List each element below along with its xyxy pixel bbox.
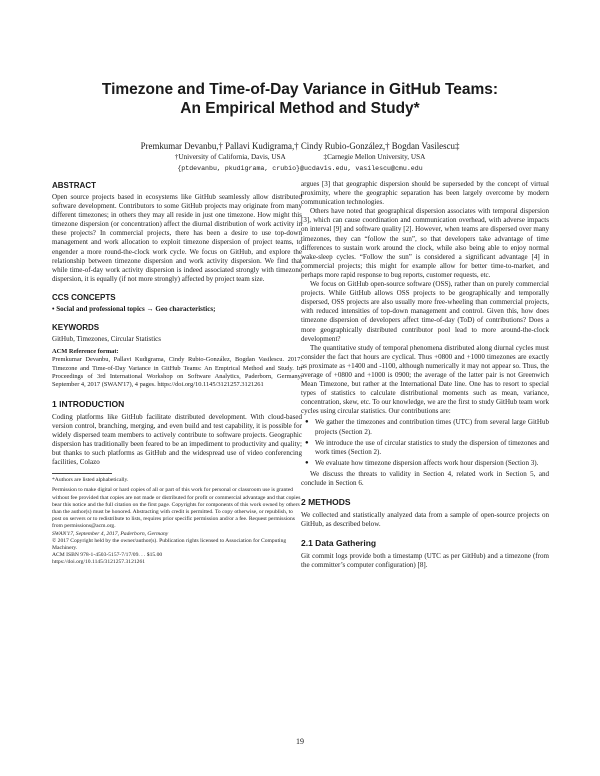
acm-reference-heading: ACM Reference format:	[52, 348, 119, 356]
abstract-text: Open source projects based in ecosystems like GitHub seamlessly allow distributed software development. Contributors to some GitHub projects may originate from many different timezones; in others they may all reside in just one timezone. How might this timezone dispersion (or concentration) affect the diurnal distribution of work activity in these projects? In commercial projects, there has been a desire to use top-down management and work allocation to exploit timezone dispersion of project teams, to engender a more round-the-clock work cycle. We focus on GitHub, and explore the relationship between timezone dispersion and work activity dispersion. We find that while time-of-day work activity dispersion is indeed associated strongly with timezone dispersion, it is equally (if not more strongly) affected by project team size.	[52, 193, 302, 283]
paragraph-1: argues [3] that geographic dispersion should be superseded by the concept of virtual proximity, where the geographic separation has been largely overcome by modern communication technologies.	[301, 180, 549, 207]
keywords-heading: KEYWORDS	[52, 323, 100, 333]
introduction-text: Coding platforms like GitHub facilitate distributed development. With cloud-based version control, branching, merging, and even build and test capability, it is possible for widely dispersed team members to actively contribute to software projects. Geographic dispersion has traditionally been feared to be an impediment to productivity and quality; but thanks to such platforms as GitHub and the widespread use of video conferencing facilities, Colazo	[52, 412, 302, 467]
contribution-bullet-1: ● We gather the timezones and contribution times (UTC) from several large GitHub projects (Section 2).	[315, 418, 549, 436]
paragraph-3: We focus on GitHub open-source software (OSS), rather than on purely commercial projects. While GitHub allows OSS projects to be geographically and temporally dispersed, OSS projects are also usually more free-wheeling than commercial projects, with reduced intensities of top-down management and control. Given this, how does timezone dispersion of developers affect time-of-day (ToD) of contributions? Does a more geographically distributed contributor pool lead to more around-the-clock development?	[301, 280, 549, 343]
doi-line: https://doi.org/10.1145/3121257.3121261	[52, 559, 146, 566]
acm-reference-text: Premkumar Devanbu, Pallavi Kudigrama, Cindy Rubio-González, Bogdan Vasilescu. 2017. Timezone and Time-of-Day Variance in GitHub Teams: An Empirical Method and Study. In Proceedings of 3rd International Workshop on Software Analytics, Paderborn, Germany, September 4, 2017 (SWAN'17), 4 pages. https://doi.org/10.1145/3121257.3121261	[52, 356, 302, 389]
title-line-2: An Empirical Method and Study*	[180, 100, 420, 117]
data-gathering-text: Git commit logs provide both a timestamp (UTC as per GitHub) and a timezone (from the committer’s computer configuration) [8].	[301, 552, 549, 570]
ccs-heading: CCS CONCEPTS	[52, 292, 116, 302]
affiliation-ucdavis: †University of California, Davis, USA	[174, 153, 286, 161]
right-column	[301, 180, 549, 570]
author-list: Premkumar Devanbu,† Pallavi Kudigrama,† Cindy Rubio-González,† Bogdan Vasilescu‡	[140, 141, 460, 151]
author-emails: {ptdevanbu, pkudigrama, crubio}@ucdavis.edu, vasilescu@cmu.edu	[177, 165, 423, 172]
ccs-concepts: • Social and professional topics → Geo characteristics;	[52, 304, 216, 313]
abstract-heading: ABSTRACT	[52, 181, 96, 190]
methods-heading: 2 METHODS	[301, 497, 351, 508]
contribution-bullet-3: ● We evaluate how timezone dispersion affects work hour dispersion (Section 3).	[315, 459, 549, 468]
paragraph-2: Others have noted that geographical dispersion associates with temporal dispersion [3], which can cause coordination and communication overhead, with adverse impacts on interval [9] and software quality [2]. However, when teams are dispersed over many timezones, they can “follow the sun”, so that developers take advantage of time differences to sustain work around the clock, while also being able to enjoy normal wake-sleep cycles. “Follow the sun” is considered a significant advantage [4] in commercial projects; this might for example allow for better time-to-market, and perhaps more rapid response to bug reports, customer requests, etc.	[301, 207, 549, 279]
isbn-line: ACM ISBN 978-1-4503-5157-7/17/09. . . $15.00	[52, 552, 163, 559]
copyright-line: © 2017 Copyright held by the owner/author(s). Publication rights licensed to Association for Computing Machinery.	[52, 537, 287, 551]
data-gathering-heading: 2.1 Data Gathering	[301, 538, 377, 549]
page-number: 19	[296, 737, 304, 746]
permission-notice: Permission to make digital or hard copies of all or part of this work for personal or classroom use is granted without fee provided that copies are not made or distributed for profit or commercial advantage and that copies bear this notice and the full citation on the first page. Copyrights for components of this work owned by others than the author(s) must be honored. Abstracting with credit is permitted. To copy otherwise, or republish, to post on servers or to redistribute to lists, requires prior specific permission and/or a fee. Request permissions from permissions@acm.org.	[52, 487, 301, 530]
paper-title	[40, 80, 560, 118]
venue-line: SWAN'17, September 4, 2017, Paderborn, Germany	[52, 530, 169, 537]
affiliations	[40, 153, 560, 162]
keywords-text: GitHub, Timezones, Circular Statistics	[52, 335, 162, 344]
title-line-1: Timezone and Time-of-Day Variance in GitHub Teams:	[101, 81, 499, 98]
footnote-rule	[52, 473, 112, 474]
left-column	[52, 180, 302, 567]
affiliation-cmu: ‡Carnegie Mellon University, USA	[323, 153, 426, 161]
contribution-bullet-2: ● We introduce the use of circular statistics to study the dispersion of timezones and work times (Section 2).	[315, 439, 549, 457]
paragraph-5: We discuss the threats to validity in Section 4, related work in Section 5, and conclude in Section 6.	[301, 469, 549, 487]
footnote-authors: *Authors are listed alphabetically.	[52, 477, 129, 484]
methods-text: We collected and statistically analyzed data from a sample of open-source projects on GitHub, as described below.	[301, 511, 549, 529]
paragraph-4: The quantitative study of temporal phenomena distributed along diurnal cycles must consider the fact that hours are cyclical. Thus +0800 and +1000 timezones are exactly as proximate as +1400 and -1100, although numerically it may not appear so. Thus, the average of +0800 and +1000 is 0900; the average of the latter pair is not Greenwich Mean Timezone, but rather at the International Date line. One has to resort to special types of statistics to calculate distributional moments such as mean, variance, concentration, skew, etc. To our knowledge, we are the first to study GitHub team work cycles using circular statistics. Our contributions are:	[301, 343, 549, 416]
introduction-heading: 1 INTRODUCTION	[52, 398, 125, 409]
